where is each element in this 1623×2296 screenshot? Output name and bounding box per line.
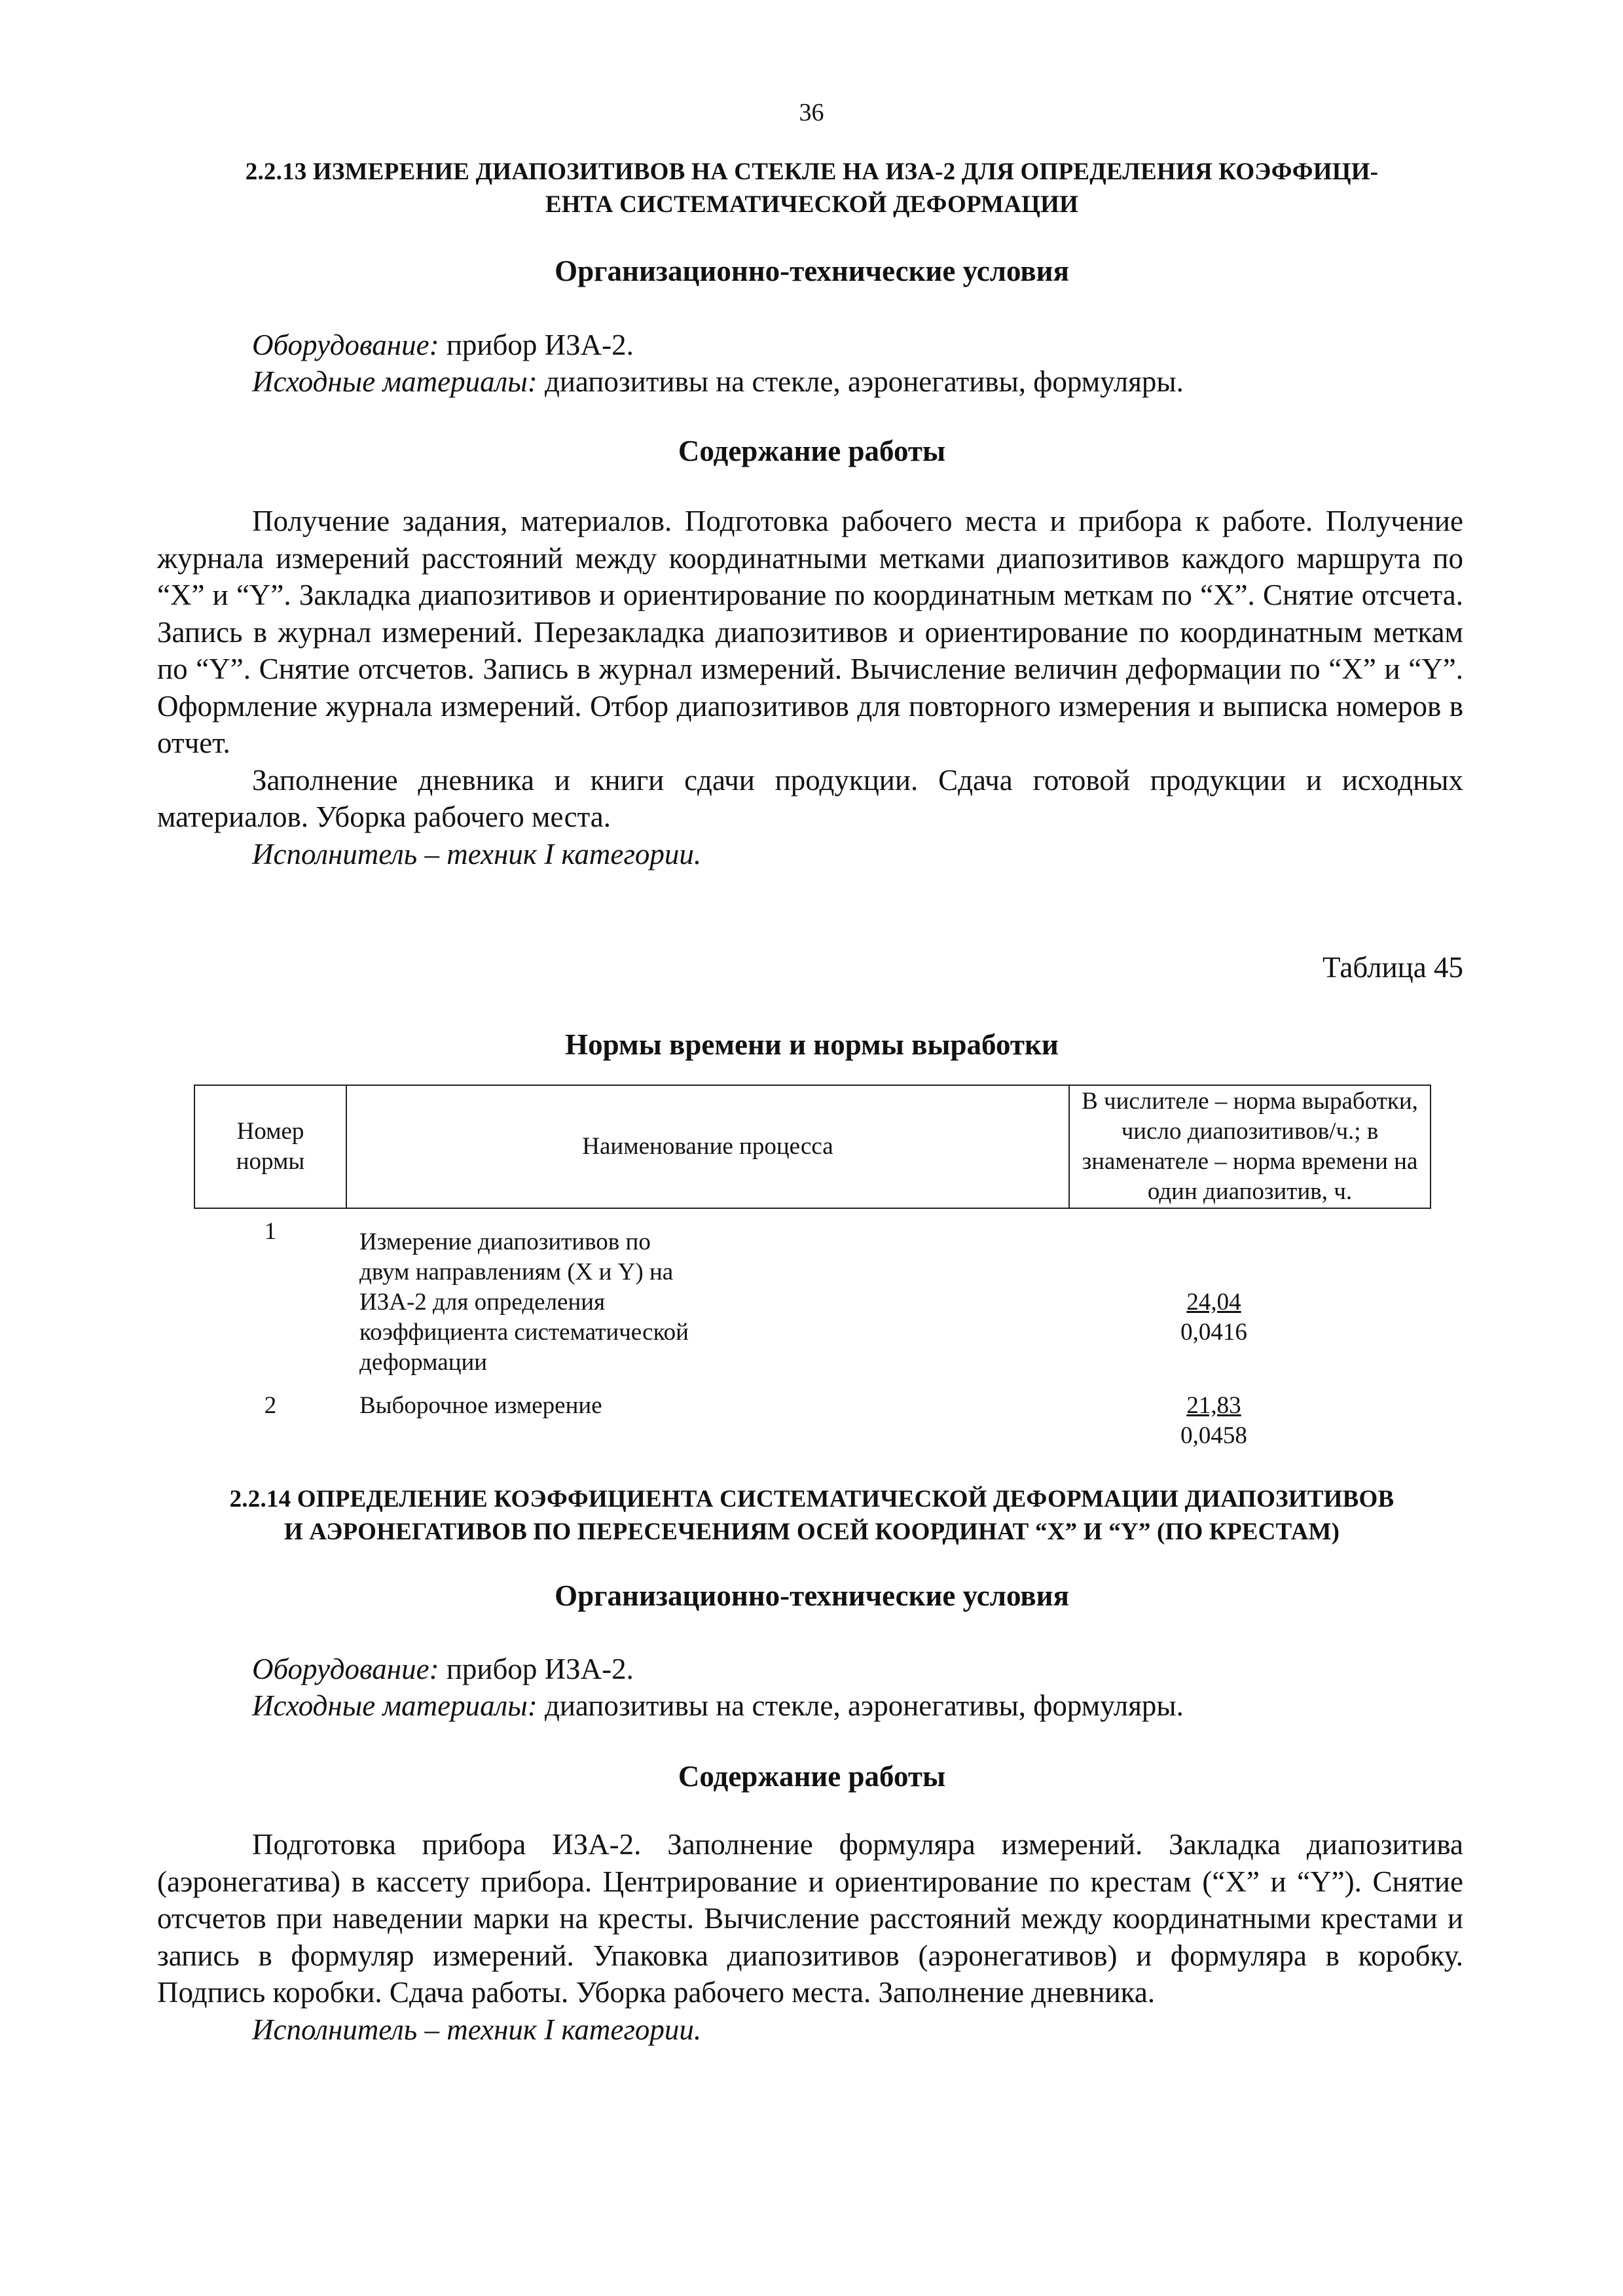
header-process-name: Наименование процесса bbox=[346, 1085, 1069, 1208]
norms-table bbox=[194, 1085, 1431, 1451]
work-content-text bbox=[157, 503, 1463, 872]
section-heading-line: И АЭРОНЕГАТИВОВ ПО ПЕРЕСЕЧЕНИЯМ ОСЕЙ КООРДИНАТ “X” И “Y” (ПО КРЕСТАМ) bbox=[283, 1518, 1340, 1545]
table-row bbox=[194, 1208, 1431, 1378]
equipment-line bbox=[252, 1651, 634, 1687]
row-process-name: Выборочное измерение bbox=[359, 1392, 602, 1419]
paragraph: Подготовка прибора ИЗА-2. Заполнение формуляра измерений. Закладка диапозитива (аэронегатива) в кассету прибора. Центрирование и ориентирование по крестам (“X” и “Y”). Снятие отсчетов при наведении марки на кресты. Вычисление расстояний между координатными крестами и запись в формуляр измерений. Упаковка диапозитивов (аэронегативов) и формуляра в коробку. Подпись коробки. Сдача работы. Уборка рабочего места. Заполнение дневника. bbox=[157, 1828, 1463, 2009]
section-heading-2-2-14 bbox=[157, 1483, 1467, 1549]
norm-numerator: 24,04 bbox=[1186, 1289, 1241, 1316]
executor-line: Исполнитель – техник I категории. bbox=[252, 2013, 702, 2046]
conditions-title: Организационно-технические условия bbox=[555, 255, 1069, 287]
equipment-value: прибор ИЗА-2. bbox=[439, 329, 634, 361]
row-norm bbox=[1069, 1208, 1431, 1378]
page-number: 36 bbox=[799, 99, 824, 126]
work-content-text bbox=[157, 1826, 1463, 2048]
content-title: Содержание работы bbox=[678, 1760, 946, 1793]
materials-label: Исходные материалы: bbox=[252, 1689, 538, 1722]
row-norm bbox=[1069, 1378, 1431, 1451]
materials-value: диапозитивы на стекле, аэронегативы, формуляры. bbox=[537, 365, 1184, 398]
materials-line bbox=[252, 363, 1184, 400]
row-number: 2 bbox=[264, 1392, 277, 1419]
header-norm-values: В числителе – норма выработки, число диапозитивов/ч.; в знаменателе – норма времени на один диапозитив, ч. bbox=[1069, 1085, 1431, 1208]
materials-label: Исходные материалы: bbox=[252, 365, 538, 398]
section-heading-line: 2.2.13 ИЗМЕРЕНИЕ ДИАПОЗИТИВОВ НА СТЕКЛЕ НА ИЗА-2 ДЛЯ ОПРЕДЕЛЕНИЯ КОЭФФИЦИ- bbox=[245, 158, 1379, 185]
executor-line: Исполнитель – техник I категории. bbox=[252, 837, 702, 870]
equipment-label: Оборудование: bbox=[252, 329, 439, 361]
table-header-row bbox=[194, 1085, 1431, 1208]
table-caption: Таблица 45 bbox=[1322, 951, 1463, 984]
materials-value: диапозитивы на стекле, аэронегативы, формуляры. bbox=[537, 1689, 1184, 1722]
norm-denominator: 0,0458 bbox=[1180, 1422, 1247, 1449]
section-heading-line: 2.2.14 ОПРЕДЕЛЕНИЕ КОЭФФИЦИЕНТА СИСТЕМАТИЧЕСКОЙ ДЕФОРМАЦИИ ДИАПОЗИТИВОВ bbox=[229, 1486, 1395, 1513]
section-heading-line: ЕНТА СИСТЕМАТИЧЕСКОЙ ДЕФОРМАЦИИ bbox=[545, 191, 1079, 218]
section-heading-2-2-13 bbox=[157, 156, 1467, 221]
materials-line bbox=[252, 1687, 1184, 1724]
row-process-name: Измерение диапозитивов по двум направлениям (X и Y) на ИЗА-2 для определения коэффициента систематической деформации bbox=[359, 1229, 689, 1376]
table-title: Нормы времени и нормы выработки bbox=[565, 1028, 1059, 1061]
norm-denominator: 0,0416 bbox=[1180, 1319, 1247, 1346]
equipment-line bbox=[252, 327, 634, 363]
content-title: Содержание работы bbox=[678, 435, 946, 467]
table-row bbox=[194, 1378, 1431, 1451]
norm-fraction bbox=[1180, 1287, 1247, 1348]
paragraph: Заполнение дневника и книги сдачи продукции. Сдача готовой продукции и исходных материалов. Уборка рабочего места. bbox=[157, 763, 1463, 833]
equipment-label: Оборудование: bbox=[252, 1653, 439, 1685]
conditions-title: Организационно-технические условия bbox=[555, 1579, 1069, 1612]
header-norm-number: Номер нормы bbox=[194, 1085, 346, 1208]
row-number: 1 bbox=[264, 1218, 277, 1245]
norm-fraction bbox=[1180, 1391, 1247, 1451]
norm-numerator: 21,83 bbox=[1186, 1392, 1241, 1419]
equipment-value: прибор ИЗА-2. bbox=[439, 1653, 634, 1685]
paragraph: Получение задания, материалов. Подготовка рабочего места и прибора к работе. Получение журнала измерений расстояний между координатными метками диапозитивов каждого маршрута по “X” и “Y”. Закладка диапозитивов и ориентирование по координатным меткам по “X”. Снятие отсчета. Запись в журнал измерений. Перезакладка диапозитивов и ориентирование по координатным меткам по “Y”. Снятие отсчетов. Запись в журнал измерений. Вычисление величин деформации по “X” и “Y”. Оформление журнала измерений. Отбор диапозитивов для повторного измерения и выписка номеров в отчет. bbox=[157, 505, 1463, 759]
